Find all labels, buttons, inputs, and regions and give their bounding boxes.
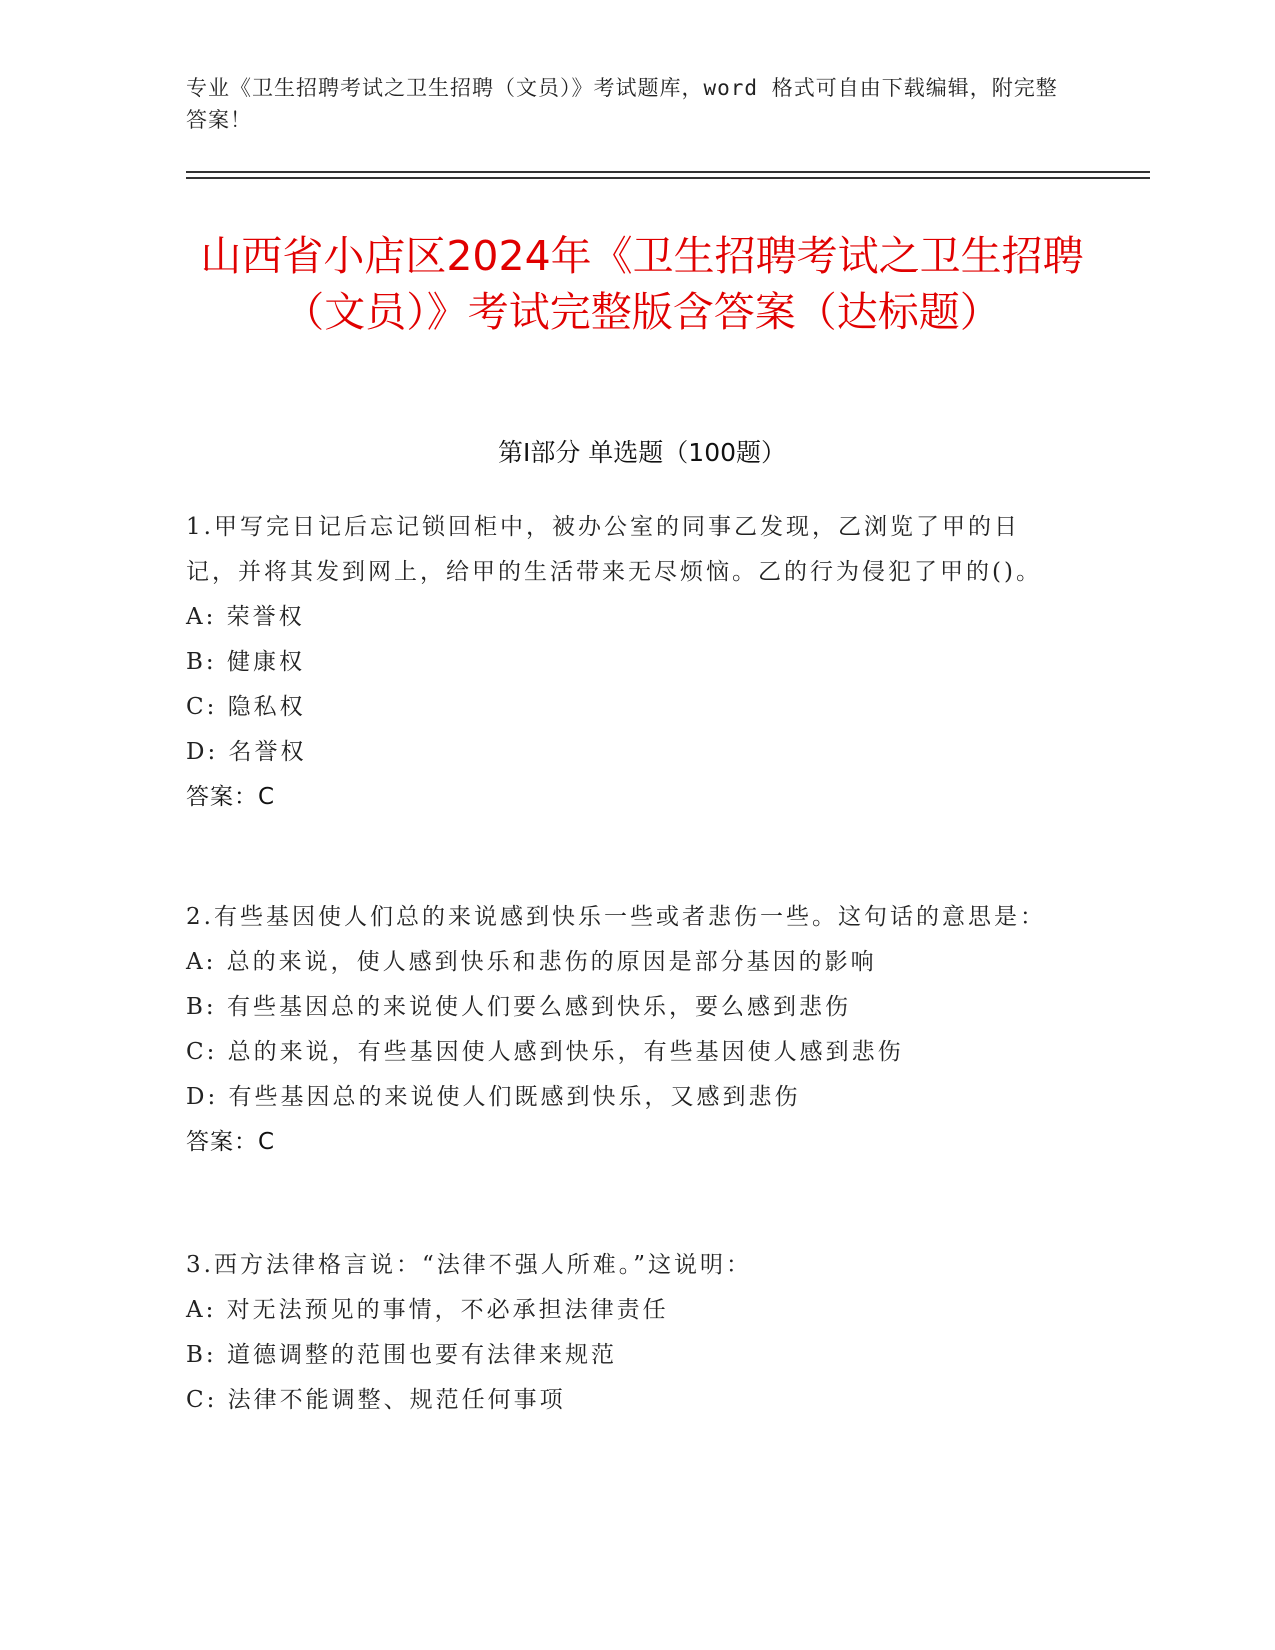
section-title: 第I部分 单选题（100题） [497,438,787,467]
option-b: B: 道德调整的范围也要有法律来规范 [186,1342,617,1368]
option-d: D: 名誉权 [186,739,307,765]
answer: 答案：C [186,784,276,810]
question-stem: 1.甲写完日记后忘记锁回柜中，被办公室的同事乙发现，乙浏览了甲的日记，并将其发到网上，给甲的生活带来无尽烦恼。乙的行为侵犯了甲的()。 [186,514,1042,585]
header-note: 专业《卫生招聘考试之卫生招聘（文员）》考试题库，word 格式可自由下载编辑，附完整答案！ [186,76,1058,132]
answer: 答案：C [186,1129,276,1155]
option-c: C: 总的来说，有些基因使人感到快乐，有些基因使人感到悲伤 [186,1039,904,1065]
header-rule-bottom [186,177,1150,179]
question-1 [186,505,1066,820]
question-stem: 3.西方法律格言说：“法律不强人所难。”这说明： [186,1252,752,1278]
option-a: A: 对无法预见的事情，不必承担法律责任 [186,1297,669,1323]
option-b: B: 健康权 [186,649,305,675]
option-a: A: 荣誉权 [186,604,305,630]
option-d: D: 有些基因总的来说使人们既感到快乐，又感到悲伤 [186,1084,801,1110]
header-rule-top [186,171,1150,173]
option-c: C: 隐私权 [186,694,306,720]
document-title: 山西省小店区2024年《卫生招聘考试之卫生招聘（文员）》考试完整版含答案（达标题） [200,232,1084,336]
question-stem: 2.有些基因使人们总的来说感到快乐一些或者悲伤一些。这句话的意思是： [186,904,1046,930]
option-c: C: 法律不能调整、规范任何事项 [186,1387,566,1413]
question-3 [186,1243,1066,1423]
question-2 [186,895,1066,1165]
option-b: B: 有些基因总的来说使人们要么感到快乐，要么感到悲伤 [186,994,851,1020]
option-a: A: 总的来说，使人感到快乐和悲伤的原因是部分基因的影响 [186,949,877,975]
